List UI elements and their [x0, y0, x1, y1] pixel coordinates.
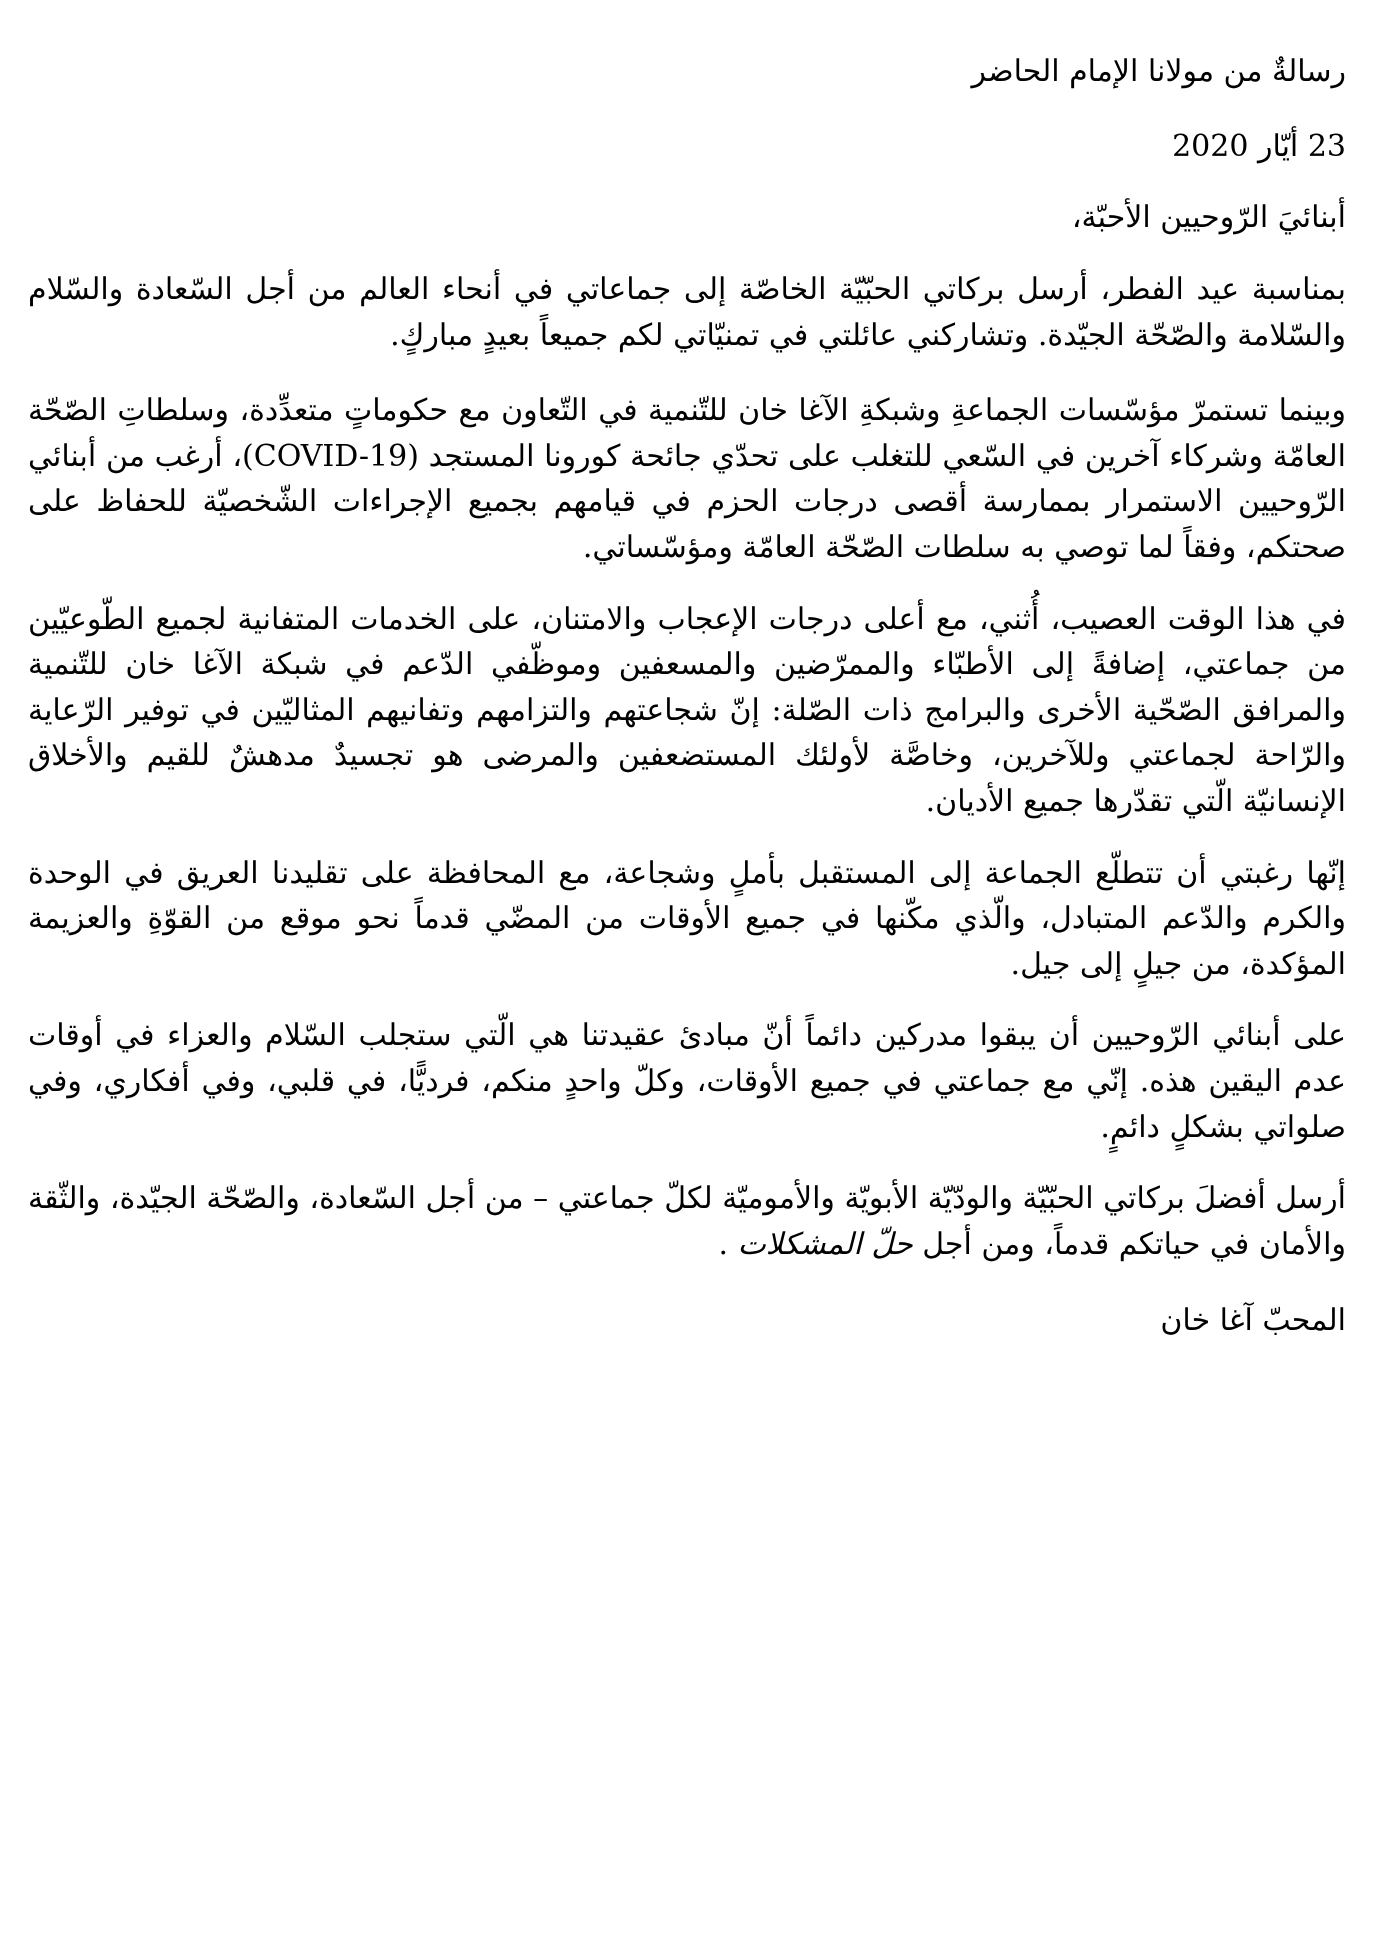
- letter-signature: المحبّ آغا خان: [1160, 1303, 1346, 1339]
- letter-paragraph-5: على أبنائي الرّوحيين أن يبقوا مدركين دائماً أنّ مبادئ عقيدتنا هي الّتي ستجلب السّلام والعزاء في أوقات عدم اليقين هذه. إنّي مع جماعتي في جميع الأوقات، وكلّ واحدٍ منكم، فرديًّا، في قلبي، وفي أفكاري، وفي صلواتي بشكلٍ دائمٍ.: [18, 1018, 1346, 1145]
- page-title: رسالةٌ من مولانا الإمام الحاضر: [971, 54, 1346, 89]
- closing-lead-text: أرسل أفضلَ بركاتي الحبّيّة والودّيّة الأبويّة والأموميّة لكلّ جماعتي – من أجل السّعادة، والصّحّة الجيّدة، والثّقة والأمان في حياتكم قدماً، ومن أجل: [18, 1181, 1346, 1262]
- closing-emphasis-text: حلّ المشكلات: [737, 1226, 913, 1262]
- letter-paragraph-4: إنّها رغبتي أن تتطلّع الجماعة إلى المستقبل بأملٍ وشجاعة، مع المحافظة على تقليدنا العريق في الوحدة والكرم والدّعم المتبادل، والّذي مكّنها في جميع الأوقات من المضّي قدماً نحو موقع من القوّةِ والعزيمة المؤكدة، من جيلٍ إلى جيل.: [18, 855, 1346, 982]
- letter-paragraph-2: وبينما تستمرّ مؤسّسات الجماعةِ وشبكةِ الآغا خان للتّنمية في التّعاون مع حكوماتٍ متعدِّدة، وسلطاتِ الصّحّة العامّة وشركاء آخرين في السّعي للتغلب على تحدّي جائحة كورونا المستجد (COVID-19)، أرغب من أبنائي الرّوحيين الاستمرار بممارسة أقصى درجات الحزم في قيامهم بجميع الإجراءات الشّخصيّة للحفاظ على صحتكم، وفقاً لما توصي به سلطات الصّحّة العامّة ومؤسّساتي.: [18, 393, 1346, 565]
- letter-closing-paragraph: [18, 1176, 1346, 1267]
- closing-tail-text: .: [718, 1226, 738, 1262]
- letter-date: 23 أيّار 2020: [1172, 129, 1346, 164]
- letter-paragraph-1: بمناسبة عيد الفطر، أرسل بركاتي الحبّيّة الخاصّة إلى جماعاتي في أنحاء العالم من أجل السّعادة والسّلام والسّلامة والصّحّة الجيّدة. وتشاركني عائلتي في تمنيّاتي لكم جميعاً بعيدٍ مباركٍ.: [18, 272, 1346, 353]
- letter-paragraph-3: في هذا الوقت العصيب، أُثني، مع أعلى درجات الإعجاب والامتنان، على الخدمات المتفانية لجميع الطّوعيّين من جماعتي، إضافةً إلى الأطبّاء والممرّضين والمسعفين وموظّفي الدّعم في شبكة الآغا خان للتّنمية والمرافق الصّحّية الأخرى والبرامج ذات الصّلة: إنّ شجاعتهم والتزامهم وتفانيهم المثاليّين في توفير الرّعاية والرّاحة لجماعتي وللآخرين، وخاصَّة لأولئك المستضعفين والمرضى هو تجسيدٌ مدهشٌ للقيم والأخلاق الإنسانيّة الّتي تقدّرها جميع الأديان.: [18, 601, 1346, 819]
- letter-salutation: أبنائيَ الرّوحيين الأحبّة،: [1071, 200, 1346, 235]
